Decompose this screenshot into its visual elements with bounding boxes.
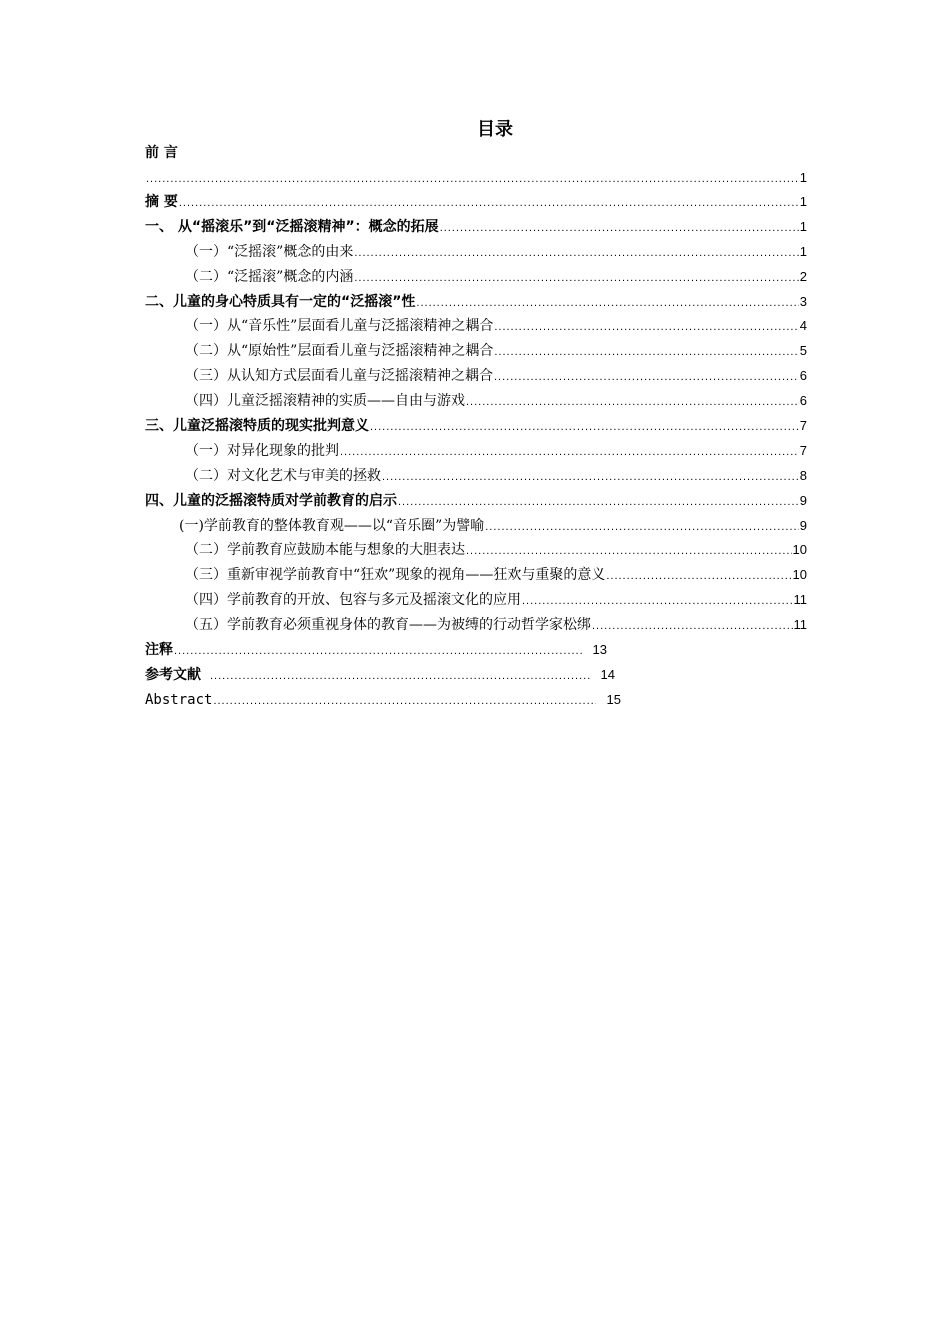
toc-entry-label: 前 言 [145,145,178,161]
toc-entry-label: （二）对文化艺术与审美的拯救 [185,468,381,484]
toc-entry-label: 二、儿童的身心特质具有一定的“泛摇滚”性 [145,294,416,310]
toc-entry-section-1-1[interactable] [185,242,807,262]
dot-leader [213,691,595,711]
toc-entry-label: （一）对异化现象的批判 [185,443,339,459]
toc-entry-label: 参考文献 [145,667,201,683]
toc-entry-label: 一、 从“摇滚乐”到“泛摇滚精神”：概念的拓展 [145,219,439,235]
dot-leader [416,293,798,313]
toc-page-number: 9 [799,493,807,508]
dot-leader [522,591,793,611]
toc-page-number: 3 [799,294,807,309]
dot-leader [440,218,799,238]
dot-leader [370,417,799,437]
toc-entry-section-2[interactable] [145,292,807,312]
toc-entry-label: （二）“泛摇滚”概念的内涵 [185,269,354,285]
toc-page-number: 1 [799,244,807,259]
toc-page-number: 6 [799,368,807,383]
dot-leader [485,517,799,537]
toc-entry-abstract-cn[interactable] [145,192,807,212]
toc-entry-section-4-4[interactable] [185,590,807,610]
toc-page-number: 10 [792,567,807,582]
toc-page-number: 10 [792,542,807,557]
dot-leader [398,492,799,512]
toc-page-number: 8 [799,468,807,483]
toc-page-number: 11 [793,592,807,607]
dot-leader [466,392,799,412]
toc-entry-section-1-2[interactable] [185,267,807,287]
dot-leader [146,169,799,189]
toc-page-number: 1 [799,194,807,209]
dot-leader [179,193,799,213]
toc-entry-section-3[interactable] [145,416,807,436]
dot-leader [606,566,791,586]
toc-entry-label: （四）学前教育的开放、包容与多元及摇滚文化的应用 [185,592,521,608]
toc-page-number: 7 [799,443,807,458]
toc-entry-label: (一)学前教育的整体教育观——以“音乐圈”为譬喻 [179,518,485,534]
toc-page-number: 1 [799,170,807,185]
toc-page-number: 13 [592,642,607,657]
toc-entry-label: （一）“泛摇滚”概念的由来 [185,244,354,260]
dot-leader [354,243,798,263]
toc-entry-section-2-4[interactable] [185,391,807,411]
toc-entry-section-4[interactable] [145,491,807,511]
toc-entry-section-2-3[interactable] [185,366,807,386]
toc-page-number: 6 [799,393,807,408]
toc-leader-line[interactable] [145,168,807,188]
toc-entry-section-3-1[interactable] [185,441,807,461]
dot-leader [174,641,582,661]
dot-leader [592,616,793,636]
toc-entry-label: 摘 要 [145,194,178,210]
toc-entry-section-4-5[interactable] [185,615,807,635]
toc-entry-references[interactable] [145,665,615,685]
toc-entry-section-4-2[interactable] [185,540,807,560]
toc-entry-foreword[interactable] [145,143,807,163]
toc-entry-label: （二）从“原始性”层面看儿童与泛摇滚精神之耦合 [185,343,494,359]
toc-entry-label: （一）从“音乐性”层面看儿童与泛摇滚精神之耦合 [185,318,494,334]
toc-entry-section-4-3[interactable] [185,565,807,585]
toc-page-number: 5 [799,343,807,358]
toc-page-number: 7 [799,418,807,433]
toc-entry-section-3-2[interactable] [185,466,807,486]
toc-entry-label: 四、儿童的泛摇滚特质对学前教育的启示 [145,493,397,509]
dot-leader [210,666,590,686]
toc-entry-abstract-en[interactable] [145,690,621,710]
toc-page-number: 2 [799,269,807,284]
dot-leader [340,442,799,462]
toc-entry-section-4-1[interactable] [179,516,807,536]
toc-entry-label: 注释 [145,642,173,658]
toc-entry-label: （三）重新审视学前教育中“狂欢”现象的视角——狂欢与重聚的意义 [185,567,606,583]
toc-page-number: 15 [606,692,621,707]
dot-leader [354,268,798,288]
dot-leader [494,367,799,387]
dot-leader [494,317,798,337]
toc-page-number: 9 [799,518,807,533]
toc-entry-label: （五）学前教育必须重视身体的教育——为被缚的行动哲学家松绑 [185,617,591,633]
dot-leader [382,467,799,487]
toc-entry-label: （三）从认知方式层面看儿童与泛摇滚精神之耦合 [185,368,493,384]
dot-leader [494,342,798,362]
page-title: 目录 [477,119,513,140]
toc-page-number: 4 [799,318,807,333]
toc-page-number: 1 [799,219,807,234]
toc-entry-label: （四）儿童泛摇滚精神的实质——自由与游戏 [185,393,465,409]
toc-entry-label: 三、儿童泛摇滚特质的现实批判意义 [145,418,369,434]
toc-entry-label: Abstract [145,692,213,708]
toc-page-number: 11 [793,617,807,632]
dot-leader [466,541,792,561]
toc-entry-notes[interactable] [145,640,607,660]
toc-entry-section-1[interactable] [145,217,807,237]
toc-entry-section-2-1[interactable] [185,316,807,336]
toc-entry-label: （二）学前教育应鼓励本能与想象的大胆表达 [185,542,465,558]
toc-page-number: 14 [600,667,615,682]
toc-entry-section-2-2[interactable] [185,341,807,361]
